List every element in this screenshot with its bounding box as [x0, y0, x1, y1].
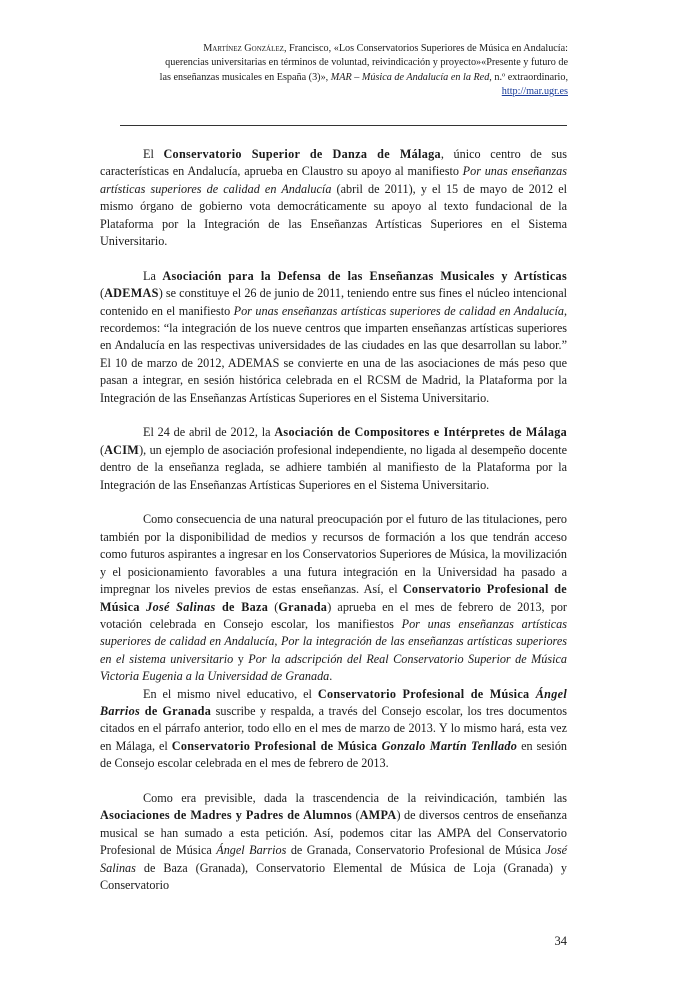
text: (abril de 2011), y el 15 de mayo de 2012 el mismo órgano de gobierno vota democráticamente su apoyo al texto fundacional de la Plataforma por la Integración de las Enseñanzas Artísticas Superiores en el Sistema Universitario.: [100, 181, 567, 249]
page-number: 34: [554, 934, 567, 948]
citation-line-2: querencias universitarias en términos de voluntad, reivindicación y proyecto»«Presente y futuro de: [165, 57, 568, 69]
text: en sesión de Consejo escolar celebrada en el mes de febrero de 2013.: [100, 738, 568, 771]
header-divider: [120, 125, 567, 126]
journal-title: MAR – Música de Andalucía en la Red: [330, 71, 490, 83]
article-body: [100, 146, 567, 894]
italic-text: José Salinas: [100, 843, 567, 875]
paragraph-2: [100, 268, 567, 407]
text: de Baza (Granada), Conservatorio Elemental de Música de Loja (Granada) y Conservatorio: [100, 860, 567, 892]
citation-issue: , n.º extraordinario,: [489, 71, 568, 83]
italic-text: Por unas enseñanzas artísticas superiores de calidad en Andalucía: [233, 303, 564, 318]
text: (: [100, 442, 105, 457]
paragraph-1: [100, 146, 567, 250]
italic-text: Por la adscripción del Real Conservatorio Superior de Música Victoria Eugenia a la Universidad de Granada: [100, 651, 567, 684]
bold-text: de Baza: [215, 599, 269, 614]
journal-url-link[interactable]: http://mar.ugr.es: [501, 85, 568, 97]
text: (: [351, 808, 360, 823]
text: , único centro de sus características en Andalucía, aprueba en Claustro su apoyo al manifiesto: [100, 147, 567, 179]
paragraph-5: [100, 686, 567, 773]
text: La: [143, 268, 163, 283]
paragraph-6: [100, 790, 567, 894]
bold-text: de Granada: [140, 703, 212, 718]
text: de Granada, Conservatorio Profesional de Música: [286, 843, 546, 858]
bold-text: Asociación de Compositores e Intérpretes de Málaga: [274, 425, 567, 440]
text: (: [268, 599, 279, 614]
bold-italic-text: José Salinas: [146, 599, 216, 614]
text: Como consecuencia de una natural preocupación por el futuro de las titulaciones, pero también por la disponibilidad de medios y recursos de formación a los que tendrán acceso como futuros aspirantes a ingresar en los Conservatorios Superiores de Música, la movilización y el posicionamiento favorables a una futura integración en la Universidad ha pasado a impregnar los niveles previos de estas enseñanzas. Así, el: [100, 512, 567, 597]
italic-text: Por la integración de las enseñanzas artísticas superiores en el sistema universitario: [100, 634, 567, 666]
bold-text: Conservatorio Profesional de Música: [171, 738, 382, 753]
text: , recordemos: “la integración de los nueve centros que imparten enseñanzas artísticas superiores en Andalucía en las respectivas universidades de las ciudades en las que desarrollan su labor.” El 10 de marzo de 2012, ADEMAS se convierte en una de las asociaciones de más peso que pasan a integrar, en sesión histórica celebrada en el RCSM de Madrid, la Plataforma por la Integración de las Enseñanzas Artísticas Superiores en el Sistema Universitario.: [100, 303, 567, 405]
text: ) de diversos centros de enseñanza musical se han sumado a esta petición. Así, podemos citar las AMPA del Conservatorio Profesional de Música: [100, 808, 567, 858]
text: (: [100, 286, 105, 301]
bold-text: Conservatorio Profesional de Música: [100, 582, 567, 614]
italic-text: Por unas enseñanzas artísticas superiores de calidad en Andalucía: [100, 164, 567, 196]
bold-text: Conservatorio Superior de Danza de Málaga: [163, 147, 441, 161]
text: El 24 de abril de 2012, la: [143, 425, 275, 440]
bold-text: Asociaciones de Madres y Padres de Alumnos: [100, 808, 352, 823]
bold-text: ACIM: [104, 442, 140, 457]
text: El: [143, 147, 164, 161]
paragraph-3: [100, 424, 567, 494]
text: ), un ejemplo de asociación profesional independiente, no ligada al desempeño docente dentro de la enseñanza reglada, se adhiere también al manifiesto de la Plataforma por la Integración de las Enseñanzas Artísticas Superiores en el Sistema Universitario.: [100, 442, 567, 492]
bold-text: Granada: [278, 599, 328, 614]
bold-text: Asociación para la Defensa de las Enseñanzas Musicales y Artísticas: [162, 268, 567, 283]
author-name: Martínez González: [203, 43, 284, 54]
citation-line-1: , Francisco, «Los Conservatorios Superiores de Música en Andalucía:: [283, 43, 568, 54]
bold-italic-text: Gonzalo Martín Tenllado: [381, 738, 518, 753]
italic-text: Por unas enseñanzas artísticas superiores de calidad en Andalucía: [100, 616, 567, 649]
citation-header: [98, 42, 568, 99]
text: En el mismo nivel educativo, el: [143, 686, 318, 701]
citation-line-3: las enseñanzas musicales en España (3)»,: [159, 71, 331, 83]
text: Como era previsible, dada la trascendencia de la reivindicación, también las: [143, 790, 567, 805]
bold-italic-text: Ángel Barrios: [100, 686, 567, 718]
text: ) se constituye el 26 de junio de 2011, teniendo entre sus fines el núcleo intencional contenido en el manifiesto: [100, 286, 567, 318]
text: ,: [274, 634, 281, 649]
italic-text: Ángel Barrios: [216, 843, 287, 858]
bold-text: Conservatorio Profesional de Música: [317, 686, 536, 701]
text: ) aprueba en el mes de febrero de 2013, por votación celebrada en Consejo escolar, los manifiestos: [100, 599, 567, 631]
text: y: [233, 651, 249, 666]
paragraph-4: [100, 511, 567, 685]
bold-text: ADEMAS: [104, 286, 159, 301]
text: suscribe y respalda, a través del Consejo escolar, los tres documentos citados en el párrafo anterior, todo ello en el mes de marzo de 2013. Y lo mismo hará, esta vez en Málaga, el: [100, 703, 568, 753]
text: .: [329, 669, 333, 684]
bold-text: AMPA: [359, 808, 397, 823]
